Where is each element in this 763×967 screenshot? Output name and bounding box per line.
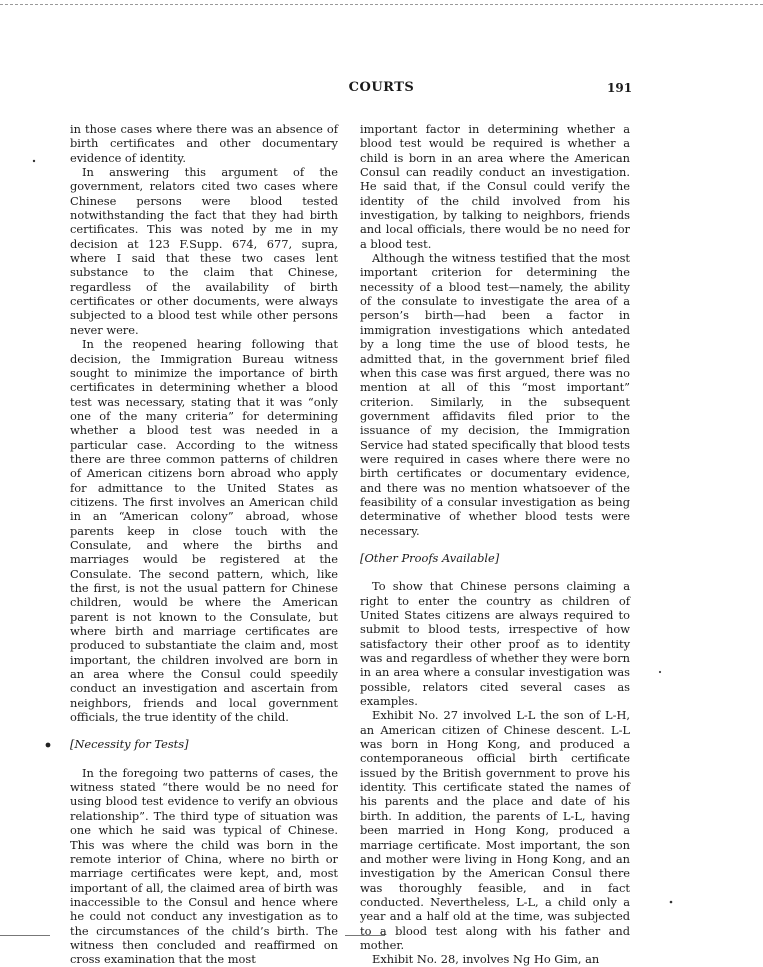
bottom-crop-mark-center	[345, 935, 385, 936]
right-paragraph-5: Exhibit No. 28, involves Ng Ho Gim, an	[372, 952, 600, 967]
scan-speck-3	[659, 671, 661, 673]
right-column	[360, 122, 630, 967]
left-paragraph-4: In the foregoing two patterns of cases, the witness stated “there would be no need for using blood test evidence to verify an obvious relationship”. The third type of situation was one which he said was typical of Chinese. This was where the child was born in the remote interior of China, where no birth or marriage certificates were kept, and, most important of all, the claimed area of birth was inaccessible to the Consul and hence where he could not conduct any investigation as to the circumstances of the child’s birth. The witness then concluded and reaffirmed on cross examination that the most	[70, 765, 338, 967]
left-paragraph-2: In answering this argument of the government, relators cited two cases where Chinese persons were blood tested notwithstanding the fact that they had birth certificates. This was noted by me in my decision at 123 F.Supp. 674, 677, supra, where I said that these two cases lent substance to the claim that Chinese, regardless of the availability of birth certificates or other documents, were always subjected to a blood test while other persons never were.	[70, 165, 338, 337]
top-edge-rule	[0, 4, 763, 5]
left-paragraph-1: in those cases where there was an absence of birth certificates and other documentary evidence of identity.	[70, 122, 338, 165]
right-paragraph-2: Although the witness testified that the most important criterion for determining the necessity of a blood test—namely, the ability of the consulate to investigate the area of a person’s birth—had been a factor in immigration investigations which antedated by a long time the use of blood tests, he admitted that, in the government brief filed when this case was first argued, there was no mention at all of this “most important” criterion. Similarly, in the subsequent government affidavits filed prior to the issuance of my decision, the Immigration Service had stated specifically that blood tests were required in cases where there were no birth certificates or documentary evidence, and there was no mention whatsoever of the feasibility of a consular investigation as being determinative of whether blood tests were necessary.	[360, 251, 630, 538]
scan-speck-4	[670, 901, 673, 904]
left-paragraph-3: In the reopened hearing following that decision, the Immigration Bureau witness sought to minimize the importance of birth certificates in determining whether a blood test was necessary, stating that it was “only one of the many criteria” for determining whether a blood test was needed in a particular case. According to the witness there are three common patterns of children of American citizens born abroad who apply for admittance to the United States as citizens. The first involves an American child in an “American colony” abroad, whose parents keep in close touch with the Consulate, and where the births and marriages would be registered at the Consulate. The second pattern, which, like the first, is not the usual pattern for Chinese children, would be where the American parent is not known to the Consulate, but where birth and marriage certificates are produced to substantiate the claim and, most important, the children involved are born in an area where the Consul could speedily conduct an investigation and ascertain from neighbors, friends and local government officials, the true identity of the child.	[70, 337, 338, 725]
page-number: 191	[607, 81, 633, 95]
right-paragraph-3: To show that Chinese persons claiming a right to enter the country as children of United States citizens are always required to submit to blood tests, irrespective of how satisfactory their other proof as to identity was and regardless of whether they were born in an area where a consular investigation was possible, relators cited several cases as examples.	[360, 579, 630, 709]
scan-speck-2	[46, 743, 51, 748]
section-heading-other-proofs: [Other Proofs Available]	[360, 550, 500, 565]
scan-speck-1	[33, 160, 35, 162]
right-paragraph-4: Exhibit No. 27 involved L-L the son of L-H, an American citizen of Chinese descent. L-L was born in Hong Kong, and produced a contemporaneous official birth certificate issued by the British government to prove his identity. This certificate stated the names of his parents and the place and date of his birth. In addition, the parents of L-L, having been married in Hong Kong, produced a marriage certificate. Most important, the son and mother were living in Hong Kong, and an investigation by the American Consul there was thoroughly feasible, and in fact conducted. Nevertheless, L-L, a child only a year and a half old at the time, was subjected to a blood test along with his father and mother.	[360, 708, 630, 952]
running-title: COURTS	[348, 80, 415, 95]
section-heading-necessity: [Necessity for Tests]	[70, 737, 189, 752]
bottom-crop-mark-left	[0, 935, 50, 936]
right-paragraph-1: important factor in determining whether a blood test would be required is whether a child is born in an area where the American Consul can readily conduct an investigation. He said that, if the Consul could verify the identity of the child involved from his investigation, by talking to neighbors, friends and local officials, there would be no need for a blood test.	[360, 122, 630, 251]
left-column	[70, 122, 338, 967]
running-head	[0, 80, 763, 96]
